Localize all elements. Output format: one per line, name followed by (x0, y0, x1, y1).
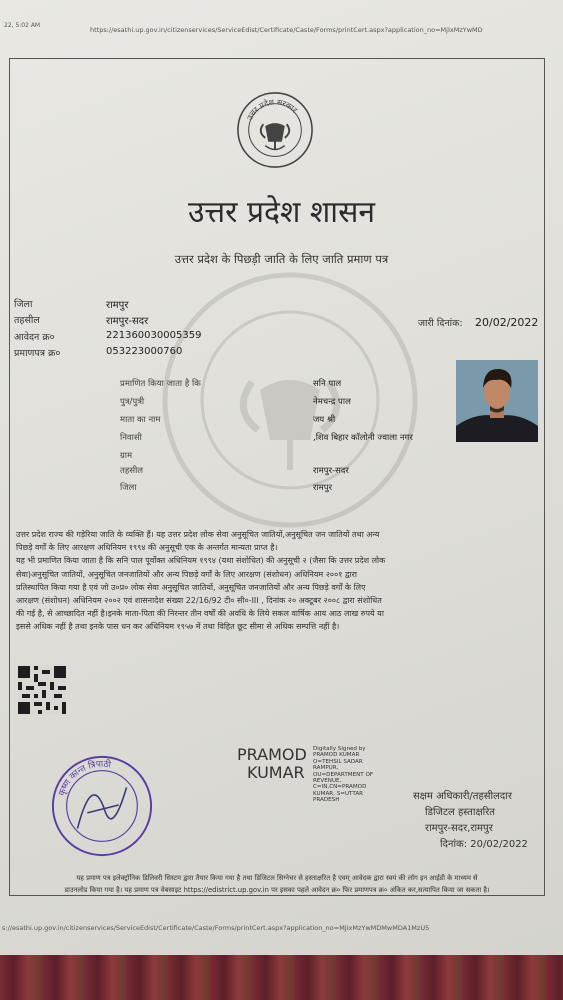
certificate-body (16, 528, 538, 634)
digital-signature-details (313, 746, 408, 804)
sig-line: REVENUE, (313, 778, 342, 785)
authority-date-label: दिनांक: (440, 839, 468, 850)
browser-time: 22, 5:02 AM (4, 22, 41, 29)
resident-label: निवासी (120, 433, 142, 443)
issue-date-value: 20/02/2022 (475, 316, 539, 329)
person-tehsil-value: रामपुर-सदर (313, 466, 349, 476)
background-carpet (0, 955, 563, 1000)
seal-text: कृष्ण कान्त त्रिपाठी (57, 759, 112, 798)
svg-text:कृष्ण कान्त त्रिपाठी (57, 759, 112, 798)
verification-footnote (12, 872, 542, 896)
certify-label: प्रमाणित किया जाता है कि (120, 379, 201, 389)
sig-line: C=IN,CN=PRAMOD (313, 784, 367, 791)
body-line: प्रतिस्थापित किया गया है एवं जो उ०प्र० लोक सेवा अनुसूचित जातियों, अनुसूचित जनजातियों और अन्य पिछड़े वर्गों के लिए (16, 582, 366, 592)
application-number: 221360030005359 (106, 330, 202, 341)
certificate-number: 053223000760 (106, 346, 183, 357)
body-line: उत्तर प्रदेश राज्य की गड़ेरिया जाति के व्यक्ति हैं। यह उत्तर प्रदेश लोक सेवा अनुसूचित जातियों,अनुसूचित जन जातियों तथा अन्य (16, 530, 380, 539)
authority-place: रामपुर-सदर,रामपुर (425, 823, 493, 834)
application-label: आवेदन क्र० (14, 332, 55, 343)
emblem-text: उत्तर प्रदेश सरकार (245, 97, 299, 122)
sig-line: KUMAR, S=UTTAR (313, 790, 364, 797)
footnote-line: डाउनलोड किया गया है। यह प्रमाण पत्र वेबसाइट https://edistrict.up.gov.in पर इसका पहले आवेदन क्र० फिर प्रमाणपत्र क्र० अंकित कर,सत्यापित किया जा सकता है। (64, 886, 490, 894)
person-district-value: रामपुर (313, 483, 333, 493)
child-of-label: पुत्र/पुत्री (120, 397, 145, 407)
sig-line: RAMPUR, (313, 765, 339, 772)
authority-date-value: 20/02/2022 (470, 839, 528, 850)
body-line: सेवा)अनुसूचित जातियों, अनुसूचित जनजातियों और अन्य पिछड़े वर्गों के लिए आरक्षण (संशोधन) अधिनियम २००१ द्वारा (16, 569, 357, 579)
footnote-line: यह प्रमाण पत्र इलेक्ट्रॉनिक डिलिवरी सिस्टम द्वारा तैयार किया गया है तथा डिजिटल सिग्नेचर से हस्ताक्षरित है एवम् आवेदक द्वारा स्वयं की लॉग इन आईडी के माध्यम से (76, 874, 478, 882)
mother-label: माता का नाम (120, 415, 161, 425)
mother-name: जय श्री (313, 415, 336, 425)
certificate-number-label: प्रमाणपत्र क्र० (14, 348, 61, 359)
father-name: नेमचन्द्र पाल (313, 397, 351, 407)
issue-date-label: जारी दिनांक: (418, 318, 463, 329)
village-label: ग्राम (120, 451, 133, 461)
page-title: उत्तर प्रदेश शासन (187, 195, 375, 230)
sig-line: Digitally Signed by (313, 746, 366, 752)
certificate-subtitle: उत्तर प्रदेश के पिछड़ी जाति के लिए जाति प्रमाण पत्र (174, 252, 389, 266)
sig-line: O=TEHSIL SADAR (313, 758, 363, 765)
authority-date (440, 836, 528, 850)
browser-url-top[interactable]: https://esathi.up.gov.in/citizenservices/ServiceEdist/Certificate/Caste/Forms/printCert.aspx?application_no=MjIxMzYwMD (90, 26, 483, 34)
qr-code-icon (18, 666, 66, 714)
watermark-emblem-icon (160, 270, 420, 530)
up-emblem-icon (236, 91, 314, 169)
applicant-photo (456, 360, 538, 442)
tehsil-value: रामपुर-सदर (106, 316, 149, 327)
person-district-label: जिला (120, 483, 137, 493)
person-tehsil-label: तहसील (120, 466, 144, 476)
tehsil-label: तहसील (14, 315, 40, 326)
applicant-name: सनि पाल (313, 379, 342, 389)
body-line: की गई है, से आच्छादित नहीं है।इनके माता-पिता की निरन्तर तीन वर्षों की अवधि के लिये सकल वार्षिक आय आठ लाख रुपये या (16, 609, 384, 619)
signer-first-name: PRAMOD (237, 745, 307, 764)
district-label: जिला (14, 299, 33, 310)
sig-line: PRAMOD KUMAR (313, 752, 360, 759)
body-line: यह भी प्रमाणित किया जाता है कि सनि पाल पूर्वोक्त अधिनियम १९९४ (यथा संशोधित) की अनुसूची २ (जैसा कि उत्तर प्रदेश लोक (16, 556, 386, 566)
district-value: रामपुर (106, 300, 129, 311)
body-line: आरक्षण (संशोधन) अधिनियम २००२ एवं शासनादेश संख्या 22/16/92 टी० सी०-III , दिनांक २० अक्टूबर २००८ द्वारा संशोधित (16, 596, 382, 606)
body-line: इससे अधिक नहीं है तथा इनके पास धन कर अधिनियम १९५७ में तथा विहित छूट सीमा से अधिक सम्पत्ति नहीं है। (16, 622, 340, 632)
digitally-signed-label: डिजिटल हस्ताक्षरित (425, 807, 495, 818)
digital-signer-name (237, 746, 307, 782)
sig-line: PRADESH (313, 797, 340, 804)
body-line: पिछड़े वर्गों के लिए आरक्षण अधिनियम १९९४ की अनुसूची एक के अन्तर्गत मान्यता प्राप्त है। (16, 543, 278, 553)
authority-designation: सक्षम अधिकारी/तहसीलदार (413, 791, 512, 802)
svg-text:उत्तर प्रदेश सरकार (245, 97, 299, 121)
sig-line: OU=DEPARTMENT OF (313, 771, 374, 778)
browser-url-bottom: s://esathi.up.gov.in/citizenservices/ServiceEdist/Certificate/Caste/Forms/printCert.aspx?application_no=MjIxMzYwMDMwMDA1MzU5 (2, 924, 430, 932)
signer-last-name: KUMAR (247, 763, 305, 782)
official-seal-icon (48, 752, 156, 860)
resident-address: ,शिव बिहार कॉलोनी ज्वाला नगर (313, 433, 413, 443)
